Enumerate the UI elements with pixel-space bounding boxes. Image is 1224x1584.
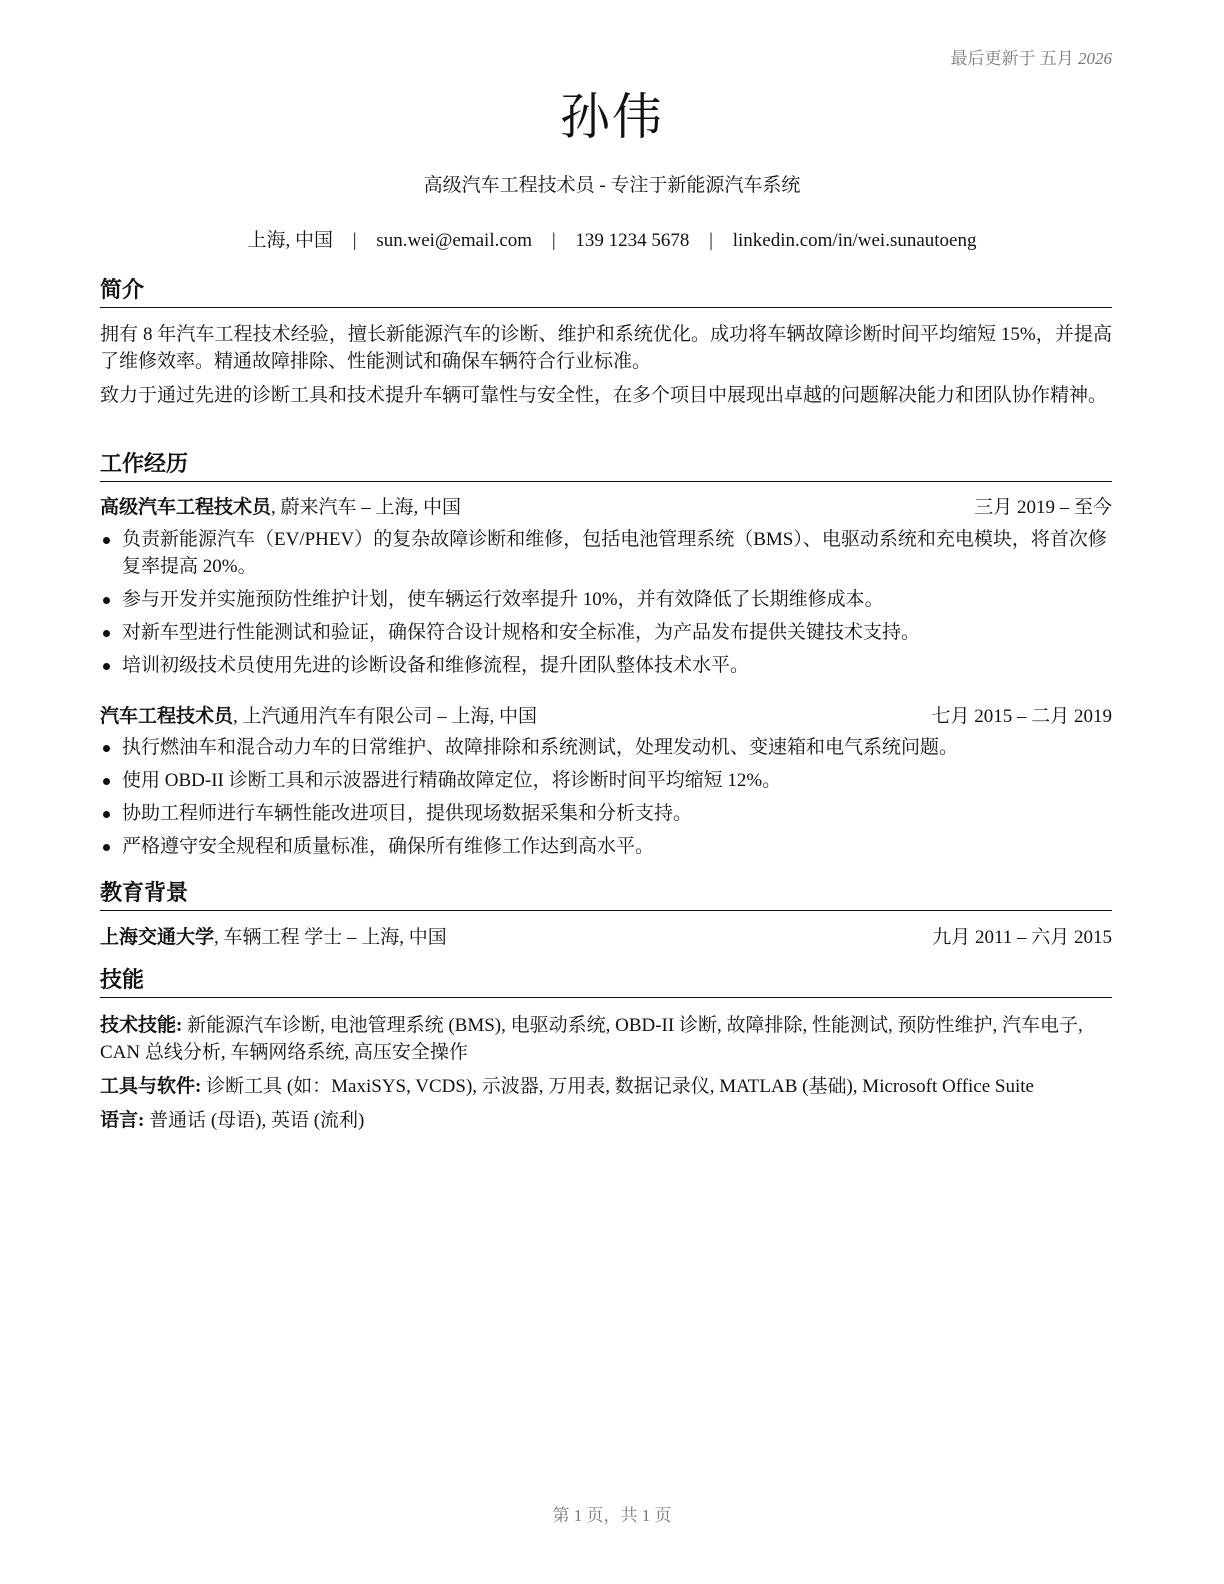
job-bullet-list	[100, 526, 1112, 685]
candidate-name: 孙伟	[560, 88, 664, 146]
job-bullet: 培训初级技术员使用先进的诊断设备和维修流程，提升团队整体技术水平。	[100, 652, 1112, 679]
job-bullet: 执行燃油车和混合动力车的日常维护、故障排除和系统测试，处理发动机、变速箱和电气系统问题。	[100, 734, 1112, 761]
skill-line-tools	[100, 1073, 1112, 1100]
job-company: , 蔚来汽车 – 上海, 中国	[271, 497, 462, 518]
contact-location: 上海, 中国	[247, 230, 334, 251]
page-number: 第 1 页，共 1 页	[552, 1506, 672, 1525]
candidate-tagline: 高级汽车工程技术员 - 专注于新能源汽车系统	[423, 175, 801, 196]
contact-separator: |	[352, 230, 357, 251]
job-role: 高级汽车工程技术员	[100, 497, 272, 518]
education-dates: 九月 2011 – 六月 2015	[932, 927, 1112, 948]
job-dates: 三月 2019 – 至今	[974, 497, 1112, 518]
section-title-skills: 技能	[100, 966, 1112, 998]
job-dates: 七月 2015 – 二月 2019	[931, 706, 1112, 727]
job-bullet-list	[100, 734, 1112, 866]
contact-separator: |	[709, 230, 713, 251]
job-bullet: 使用 OBD-II 诊断工具和示波器进行精确故障定位，将诊断时间平均缩短 12%。	[100, 767, 1112, 794]
job-bullet: 参与开发并实施预防性维护计划，使车辆运行效率提升 10%，并有效降低了长期维修成本。	[100, 586, 1112, 613]
job-company: , 上汽通用汽车有限公司 – 上海, 中国	[233, 706, 538, 727]
skill-label: 语言:	[100, 1110, 145, 1131]
last-updated	[951, 44, 1113, 69]
skill-label: 技术技能:	[100, 1015, 183, 1036]
job-bullet: 负责新能源汽车（EV/PHEV）的复杂故障诊断和维修，包括电池管理系统（BMS）、电驱动系统和充电模块，将首次修复率提高 20%。	[100, 526, 1112, 580]
contact-separator: |	[551, 230, 556, 251]
contact-linkedin-link[interactable]: linkedin.com/in/wei.sunautoeng	[732, 230, 977, 251]
contact-line	[0, 225, 1224, 252]
skill-line-languages	[100, 1107, 1112, 1134]
job-bullet: 对新车型进行性能测试和验证，确保符合设计规格和安全标准，为产品发布提供关键技术支持。	[100, 619, 1112, 646]
job-role: 汽车工程技术员	[100, 706, 234, 727]
education-school: 上海交通大学	[100, 927, 215, 948]
education-detail: , 车辆工程 学士 – 上海, 中国	[214, 927, 447, 948]
contact-phone: 139 1234 5678	[575, 230, 690, 251]
skill-line-technical	[100, 1012, 1112, 1066]
job-header	[100, 495, 1112, 521]
skill-value: 诊断工具 (如：MaxiSYS, VCDS), 示波器, 万用表, 数据记录仪, MATLAB (基础), Microsoft Office Suite	[201, 1076, 1034, 1097]
job-bullet: 严格遵守安全规程和质量标准，确保所有维修工作达到高水平。	[100, 833, 1112, 860]
skill-label: 工具与软件:	[100, 1076, 202, 1097]
education-header	[100, 925, 1112, 951]
section-title-education: 教育背景	[100, 879, 1112, 911]
last-updated-year: 2026	[1078, 49, 1112, 68]
summary-paragraph: 致力于通过先进的诊断工具和技术提升车辆可靠性与安全性，在多个项目中展现出卓越的问题解决能力和团队协作精神。	[100, 385, 1108, 406]
job-bullet: 协助工程师进行车辆性能改进项目，提供现场数据采集和分析支持。	[100, 800, 1112, 827]
contact-email-link[interactable]: sun.wei@email.com	[376, 230, 533, 251]
section-title-experience: 工作经历	[100, 450, 1112, 482]
skill-value: 普通话 (母语), 英语 (流利)	[144, 1110, 365, 1131]
job-header	[100, 704, 1112, 730]
summary-paragraph: 拥有 8 年汽车工程技术经验，擅长新能源汽车的诊断、维护和系统优化。成功将车辆故障诊断时间平均缩短 15%，并提高了维修效率。精通故障排除、性能测试和确保车辆符合行业标准。	[100, 324, 1112, 372]
section-title-summary: 简介	[100, 276, 1112, 308]
skill-value: 新能源汽车诊断, 电池管理系统 (BMS), 电驱动系统, OBD-II 诊断, 故障排除, 性能测试, 预防性维护, 汽车电子, CAN 总线分析, 车辆网络系统, 高压安全操作	[100, 1015, 1083, 1063]
last-updated-prefix: 最后更新于 五月	[950, 49, 1074, 68]
